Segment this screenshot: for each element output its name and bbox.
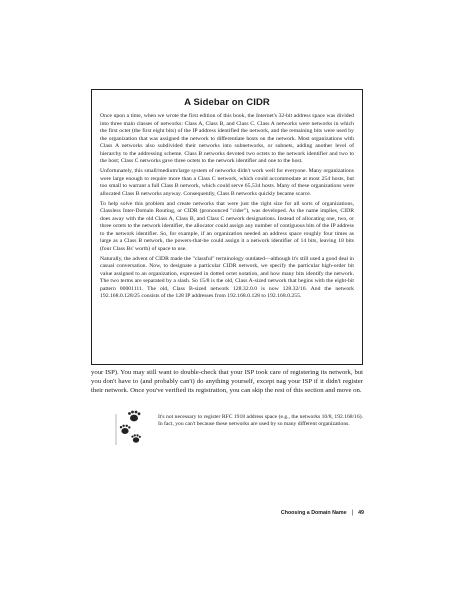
sidebar-title: A Sidebar on CIDR <box>184 97 270 108</box>
paw-prints-icon <box>114 409 154 447</box>
sidebar-paragraph: To help solve this problem and create networks that were just the right size for all sorts of organizations, Classless Inter-Domain Routing, or CIDR (pronounced "cider"), was developed. As the name implies, CIDR does away with the old Class A, Class B, and Class C network designations. Instead of allocating one, two, or three octets to the network identifier, the allocator could assign any number of contiguous bits of the IP address to the network identifier. So, for example, if an organization needed an address space roughly four times as large as a Class B network, the powers-that-be could assign it a network identifier of 14 bits, leaving 18 bits (four Class Bs' worth) of space to use. <box>100 200 354 252</box>
cidr-sidebar <box>91 89 363 365</box>
note-box <box>114 409 364 447</box>
page-number: 49 <box>358 510 364 516</box>
sidebar-paragraph: Naturally, the advent of CIDR made the "classful" terminology outdated—although it's still used a good deal in casual conversation. Now, to designate a particular CIDR network, we specify the particular high-order bit value assigned to an organization, expressed in dotted octet notation, and how many bits identify the network. The two terms are separated by a slash. So 15/8 is the old, Class A-sized network that begins with the eight-bit pattern 00001111. The old, Class B-sized network 128.32.0.0 is now 128.32/16. And the network 192.168.0.128/25 consists of the 128 IP addresses from 192.168.0.128 to 192.168.0.255. <box>100 255 354 300</box>
sidebar-paragraph: Unfortunately, this small/medium/large system of networks didn't work well for everyone. Many organizations were large enough to require more than a Class C network, which could accommodate at most 254 hosts, but too small to warrant a full Class B network, which could serve 65,534 hosts. Many of these organizations were allocated Class B networks anyway. Consequently, Class B networks quickly became scarce. <box>100 168 354 197</box>
page-footer <box>281 510 364 516</box>
body-paragraph: your ISP). You may still want to double-check that your ISP took care of registering its network, but you don't have to (and probably can't) do anything yourself, except nag your ISP if it didn't register their network. Once you've verified its registration, you can skip the rest of this section and move on. <box>91 369 363 394</box>
note-text: It's not necessary to register RFC 1918 address space (e.g., the networks 10/8, 192.168/16). In fact, you can't because these networks are used by so many different organizations. <box>158 414 363 428</box>
running-footer-title: Choosing a Domain Name <box>280 510 347 516</box>
sidebar-paragraph: Once upon a time, when we wrote the first edition of this book, the Internet's 32-bit address space was divided into three main classes of networks: Class A, Class B, and Class C. Class A networks were networks in which the first octet (the first eight bits) of the IP address identified the network, and the remaining bits were used by the organization that was assigned the network to differentiate hosts on the network. Most organizations with Class A networks also subdivided their networks into subnetworks, or subnets, adding another level of hierarchy to the addressing scheme. Class B networks devoted two octets to the network identifier and two to the host; Class C networks gave three octets to the network identifier and one to the host. <box>100 113 354 164</box>
footer-separator: | <box>351 510 354 516</box>
